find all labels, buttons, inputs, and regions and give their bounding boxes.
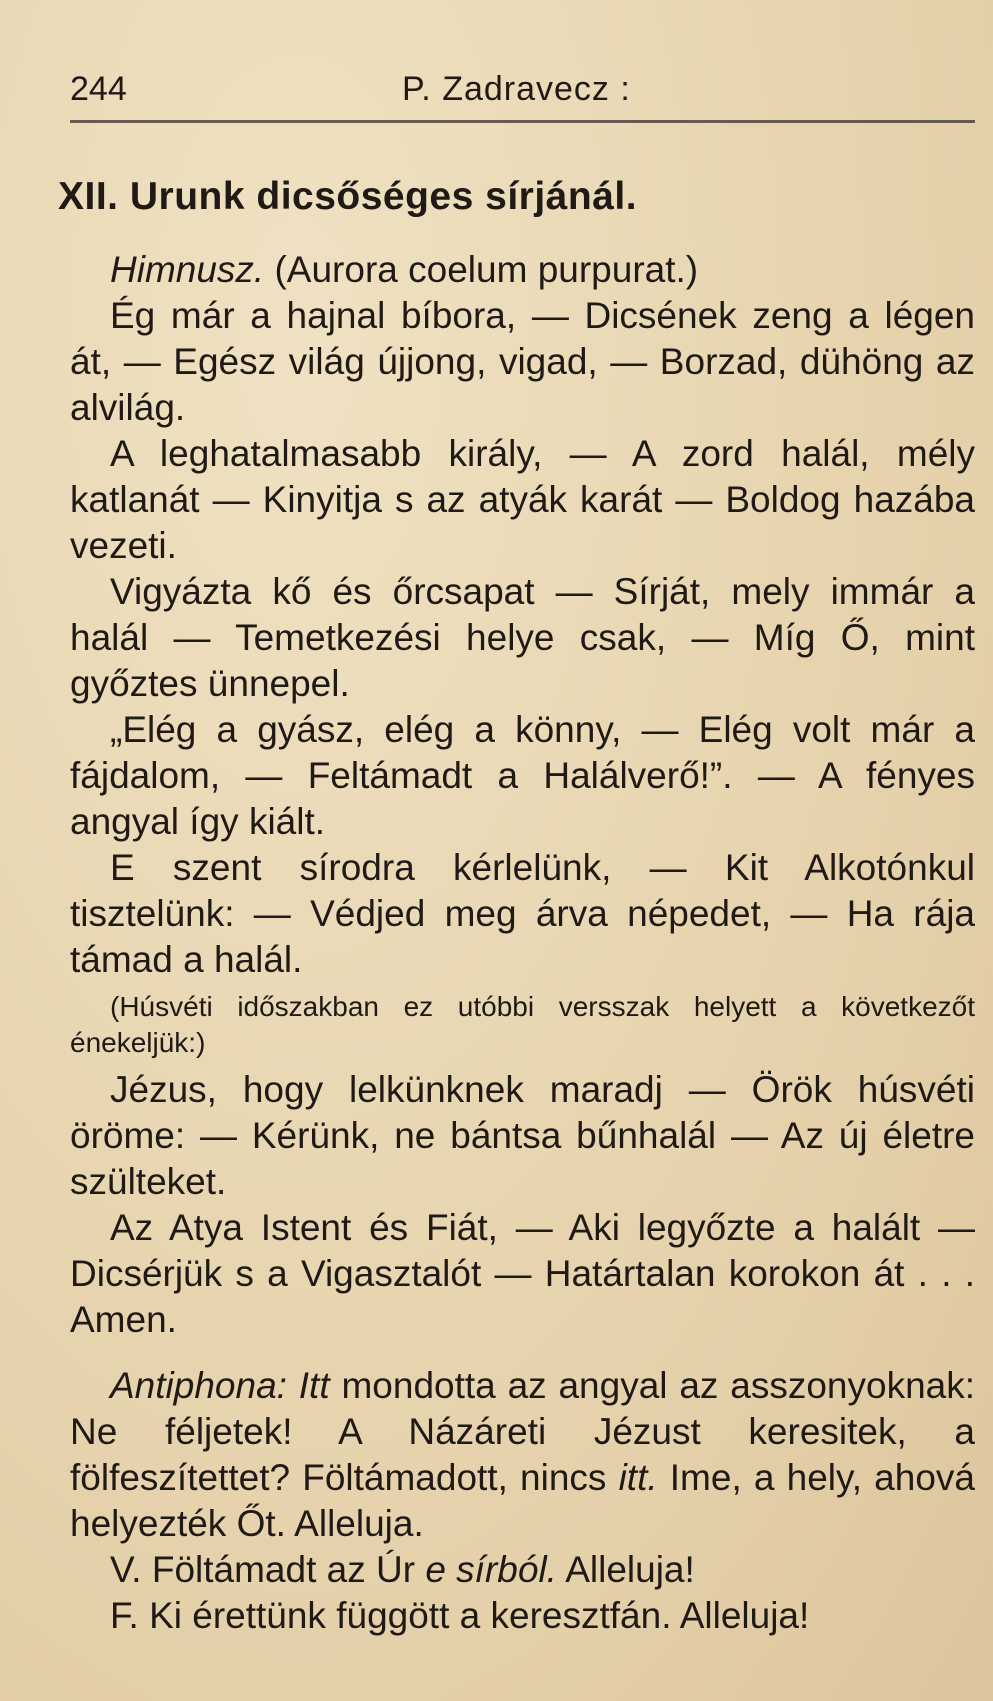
response: [70, 1593, 975, 1639]
header-rule: [70, 120, 975, 123]
page-number: 244: [70, 70, 127, 108]
easter-stanza-1: Jézus, hogy lelkünknek maradj — Örök húsvéti öröme: — Kérünk, ne bántsa bűnhalál — Az új életre szülteket.: [70, 1069, 975, 1202]
easter-note: (Húsvéti időszakban ez utóbbi versszak helyett a következőt énekeljük:): [70, 991, 975, 1058]
text-body: [70, 247, 975, 1639]
page-header: [70, 60, 975, 108]
easter-stanza-2: Az Atya Istent és Fiát, — Aki legyőzte a halált — Dicsérjük s a Vigasztalót — Határtalan korokon át . . . Amen.: [70, 1207, 975, 1340]
running-title: P. Zadravecz :: [402, 70, 631, 108]
book-page: [70, 60, 975, 108]
stanza-5: E szent sírodra kérlelünk, — Kit Alkotónkul tisztelünk: — Védjed meg árva népedet, — Ha rája támad a halál.: [70, 847, 975, 980]
versicle-italic: e sírból.: [425, 1549, 557, 1590]
hymn-subtitle: (Aurora coelum purpurat.): [274, 249, 699, 290]
chapter-title: XII. Urunk dicsőséges sírjánál.: [58, 175, 638, 218]
stanza-2: A leghatalmasabb király, — A zord halál, mély katlanát — Kinyitja s az atyák karát — Boldog hazába vezeti.: [70, 433, 975, 566]
stanza-4: „Elég a gyász, elég a könny, — Elég volt már a fájdalom, — Feltámadt a Halálverő!”. — A fényes angyal így kiált.: [70, 709, 975, 842]
antiphona: [70, 1363, 975, 1547]
antiphona-itt-2: itt.: [618, 1457, 658, 1498]
versicle-text: Föltámadt az Úr: [151, 1549, 416, 1590]
stanza-3: Vigyázta kő és őrcsapat — Sírját, mely immár a halál — Temetkezési helye csak, — Míg Ő, mint győztes ünnepel.: [70, 571, 975, 704]
antiphona-itt: Itt: [298, 1365, 330, 1406]
response-prefix: F.: [110, 1595, 139, 1636]
hymn-heading: [70, 247, 975, 293]
stanza-1: Ég már a hajnal bíbora, — Dicsének zeng a légen át, — Egész világ újjong, vigad, — Borzad, dühöng az alvilág.: [70, 295, 975, 428]
response-text: Ki érettünk függött a keresztfán. Alleluja!: [149, 1595, 810, 1636]
antiphona-label: Antiphona:: [110, 1365, 287, 1406]
versicle-end: Alleluja!: [565, 1549, 695, 1590]
antiphona-text-2: Ime, a hely, ahová helyezték Őt. Alleluja.: [70, 1457, 975, 1544]
antiphona-text-1: mondotta az angyal az asszonyoknak: Ne féljetek! A Názáreti Jézust keresitek, a fölfeszítettet? Föltámadott, nincs: [70, 1365, 976, 1498]
versicle: [70, 1547, 975, 1593]
hymn-label: Himnusz.: [110, 249, 265, 290]
versicle-prefix: V.: [110, 1549, 142, 1590]
spacer: [70, 1343, 975, 1363]
